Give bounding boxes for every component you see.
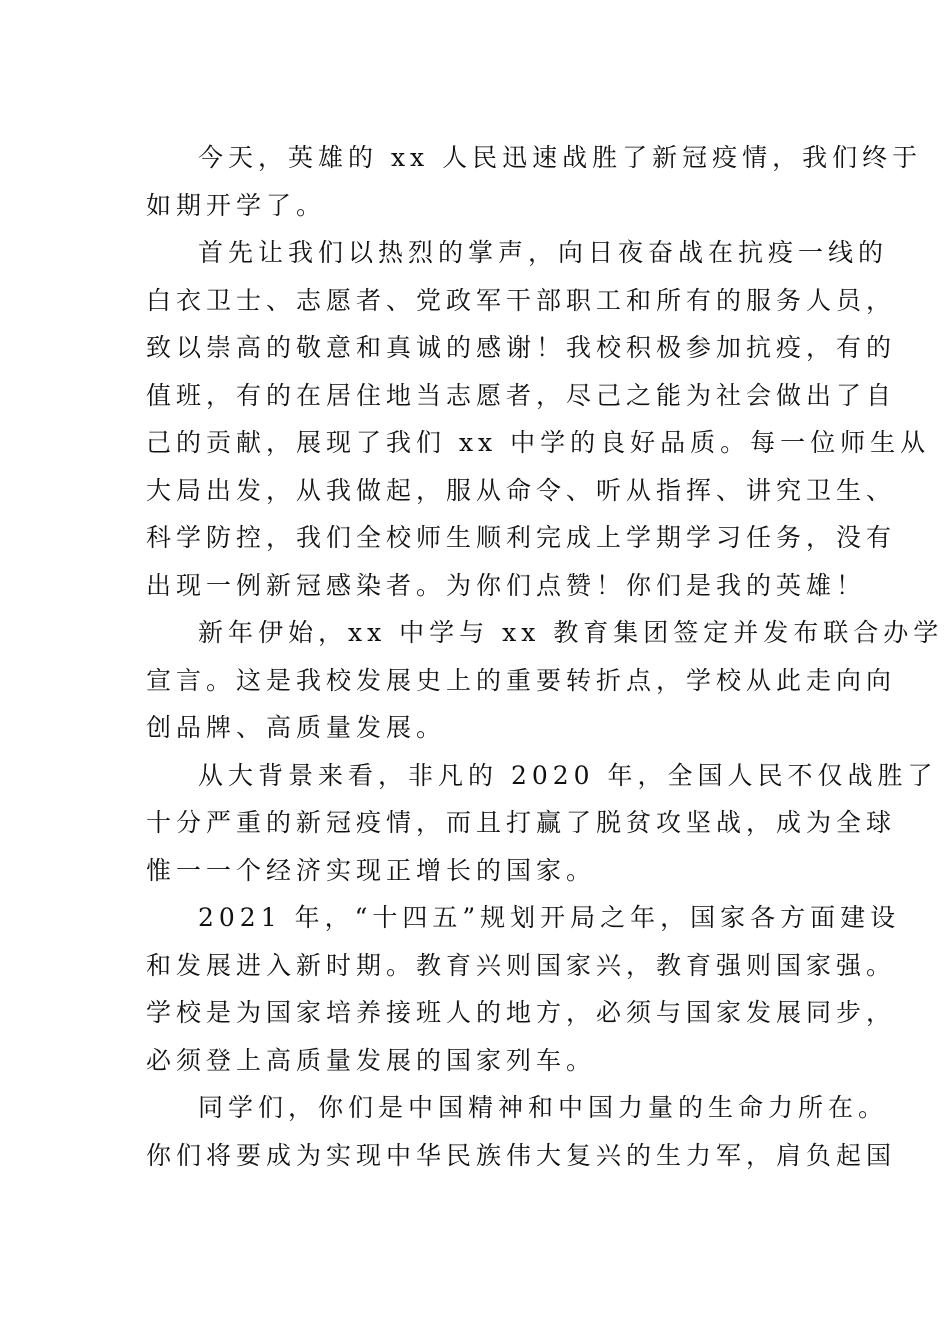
paragraph-line: 必须登上高质量发展的国家列车。 (146, 1045, 597, 1075)
paragraph-line: 从大背景来看，非凡的 2020 年，全国人民不仅战胜了 (198, 760, 938, 790)
paragraph-line: 同学们，你们是中国精神和中国力量的生命力所在。 (198, 1093, 889, 1122)
paragraph-line: 新年伊始，xx 中学与 xx 教育集团签定并发布联合办学 (198, 618, 944, 647)
paragraph-line: 学校是为国家培养接班人的地方，必须与国家发展同步， (146, 998, 897, 1027)
paragraph-line: 2021 年，“十四五”规划开局之年，国家各方面建设 (198, 903, 901, 932)
paragraph-line: 宣言。这是我校发展史上的重要转折点，学校从此走向向 (146, 665, 897, 695)
paragraph-line: 如期开学了。 (146, 190, 327, 220)
paragraph-line: 首先让我们以热烈的掌声，向日夜奋战在抗疫一线的 (198, 238, 889, 267)
paragraph-line: 和发展进入新时期。教育兴则国家兴，教育强则国家强。 (146, 950, 897, 980)
paragraph-line: 白衣卫士、志愿者、党政军干部职工和所有的服务人员， (146, 285, 897, 315)
paragraph-line: 创品牌、高质量发展。 (146, 713, 447, 742)
paragraph-line: 值班，有的在居住地当志愿者，尽己之能为社会做出了自 (146, 380, 897, 410)
paragraph-line: 惟一一个经济实现正增长的国家。 (146, 855, 597, 885)
paragraph-line: 出现一例新冠感染者。为你们点赞！你们是我的英雄！ (146, 570, 867, 600)
paragraph-line: 科学防控，我们全校师生顺利完成上学期学习任务，没有 (146, 523, 897, 552)
paragraph-line: 大局出发，从我做起，服从命令、听从指挥、讲究卫生、 (146, 475, 897, 505)
paragraph-line: 己的贡献，展现了我们 xx 中学的良好品质。每一位师生从 (146, 428, 931, 457)
paragraph-line: 致以崇高的敬意和真诚的感谢！我校积极参加抗疫，有的 (146, 333, 897, 362)
paragraph-line: 十分严重的新冠疫情，而且打赢了脱贫攻坚战，成为全球 (146, 808, 897, 837)
document-body (146, 134, 944, 1179)
paragraph-line: 你们将要成为实现中华民族伟大复兴的生力军，肩负起国 (146, 1140, 897, 1170)
paragraph-line: 今天，英雄的 xx 人民迅速战胜了新冠疫情，我们终于 (198, 143, 923, 172)
